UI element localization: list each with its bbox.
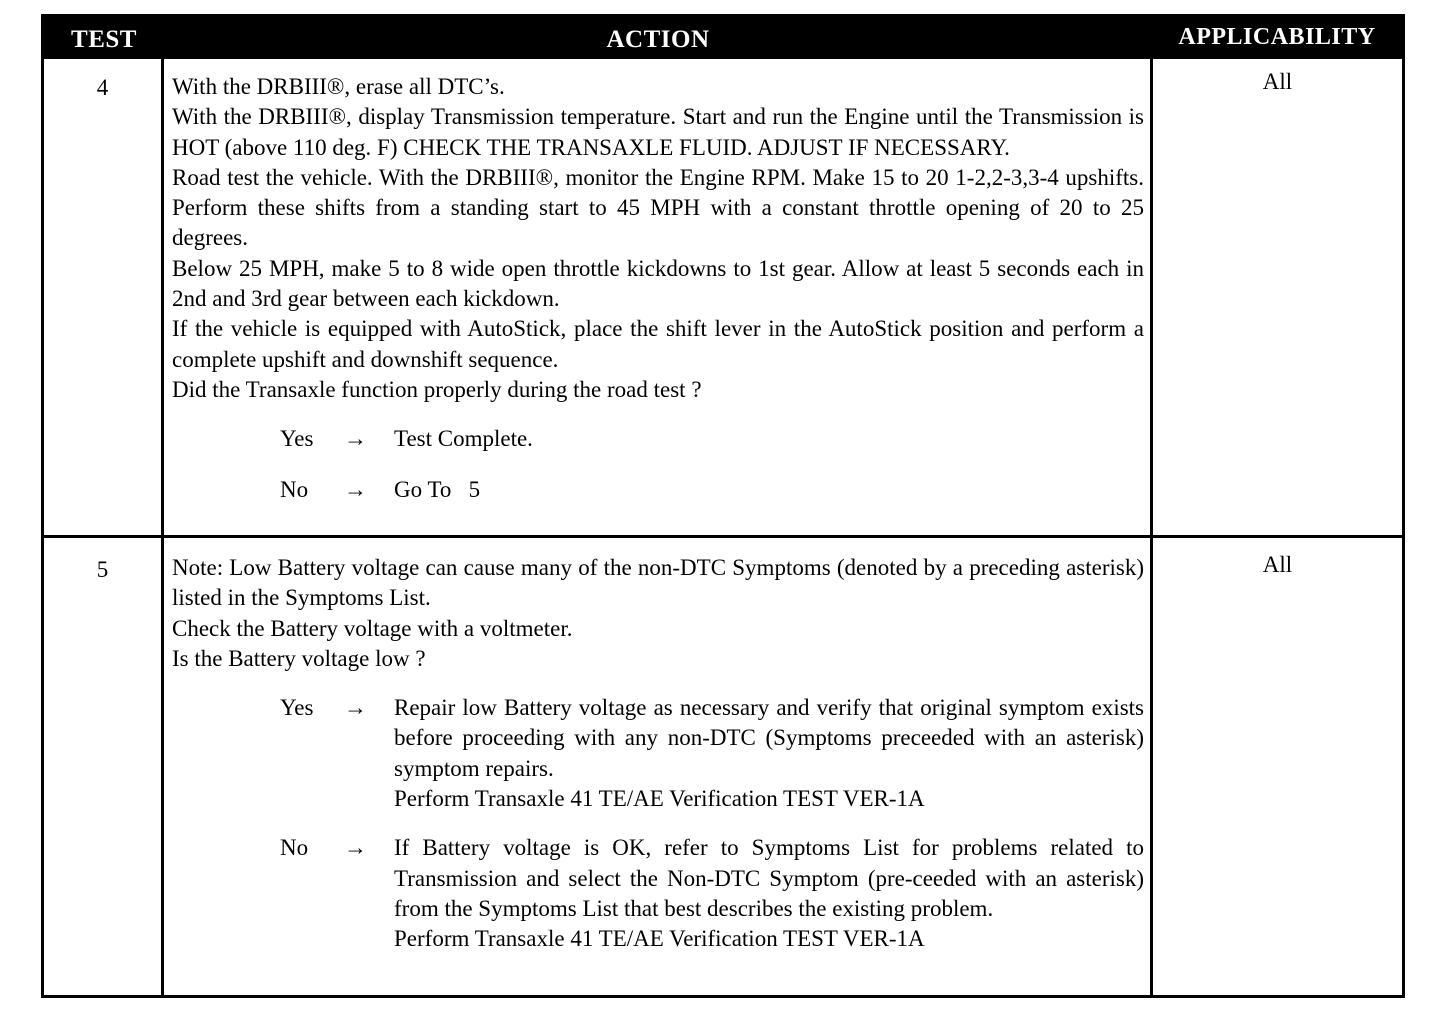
column-divider [1150, 59, 1153, 995]
applicability-value: All [1262, 69, 1293, 94]
action-step: If the vehicle is equipped with AutoStick, place the shift lever in the AutoStick position and perform a complete upshift and downshift sequence. [172, 316, 1144, 372]
no-label: No [280, 476, 309, 502]
branch-result: Repair low Battery voltage as necessary and verify that original symptom exists before proceeding with any non-DTC (Symptoms preceeded with an asterisk) symptom repairs. [394, 695, 1144, 781]
branch-result: If Battery voltage is OK, refer to Symptoms List for problems related to Transmission and select the Non-DTC Symptom (pre-ceeded with an asterisk) from the Symptoms List that best describes the existing problem. [394, 835, 1144, 921]
branch-result: Perform Transaxle 41 TE/AE Verification TEST VER-1A [394, 926, 925, 952]
action-step: Road test the vehicle. With the DRBIII®, monitor the Engine RPM. Make 15 to 20 1-2,2-3,3-4 upshifts. Perform these shifts from a standing start to 45 MPH with a constant throttle opening of 20 to 25 degrees. [172, 164, 1144, 251]
header-applicability: APPLICABILITY [1178, 24, 1376, 50]
row-divider [44, 535, 1402, 538]
action-step: Check the Battery voltage with a voltmeter. [172, 615, 573, 641]
no-branch [172, 475, 1144, 505]
action-step: Below 25 MPH, make 5 to 8 wide open throttle kickdowns to 1st gear. Allow at least 5 seconds each in 2nd and 3rd gear between each kickdown. [172, 255, 1144, 312]
arrow-icon: → [344, 835, 367, 861]
no-label: No [280, 835, 309, 861]
action-note: Note: Low Battery voltage can cause many of the non-DTC Symptoms (denoted by a preceding asterisk) listed in the Symptoms List. [172, 555, 1144, 611]
arrow-icon: → [344, 476, 367, 502]
action-step: With the DRBIII®, display Transmission temperature. Start and run the Engine until the Transmission is HOT (above 110 deg. F) CHECK THE TRANSAXLE FLUID. ADJUST IF NECESSARY. [172, 104, 1144, 160]
test-action [172, 72, 1144, 505]
yes-branch [172, 424, 1144, 454]
branch-result: Go To 5 [394, 476, 481, 502]
diagnostic-test-table [41, 14, 1405, 998]
applicability-value: All [1262, 552, 1293, 577]
arrow-icon: → [344, 695, 367, 721]
test-number: 5 [96, 557, 109, 582]
yes-label: Yes [280, 695, 314, 721]
test-number: 4 [96, 75, 109, 100]
column-divider [161, 59, 164, 995]
action-question: Did the Transaxle function properly during the road test ? [172, 376, 702, 402]
arrow-icon: → [344, 426, 367, 452]
branch-result: Perform Transaxle 41 TE/AE Verification TEST VER-1A [394, 786, 925, 812]
no-branch [172, 833, 1144, 954]
test-action [172, 553, 1144, 955]
action-step: With the DRBIII®, erase all DTC’s. [172, 74, 505, 99]
yes-branch [172, 693, 1144, 814]
header-test: TEST [71, 26, 137, 53]
header-action: ACTION [606, 26, 710, 53]
yes-label: Yes [280, 426, 314, 452]
table-header [44, 17, 1402, 59]
branch-result: Test Complete. [394, 426, 533, 452]
action-question: Is the Battery voltage low ? [172, 645, 426, 671]
